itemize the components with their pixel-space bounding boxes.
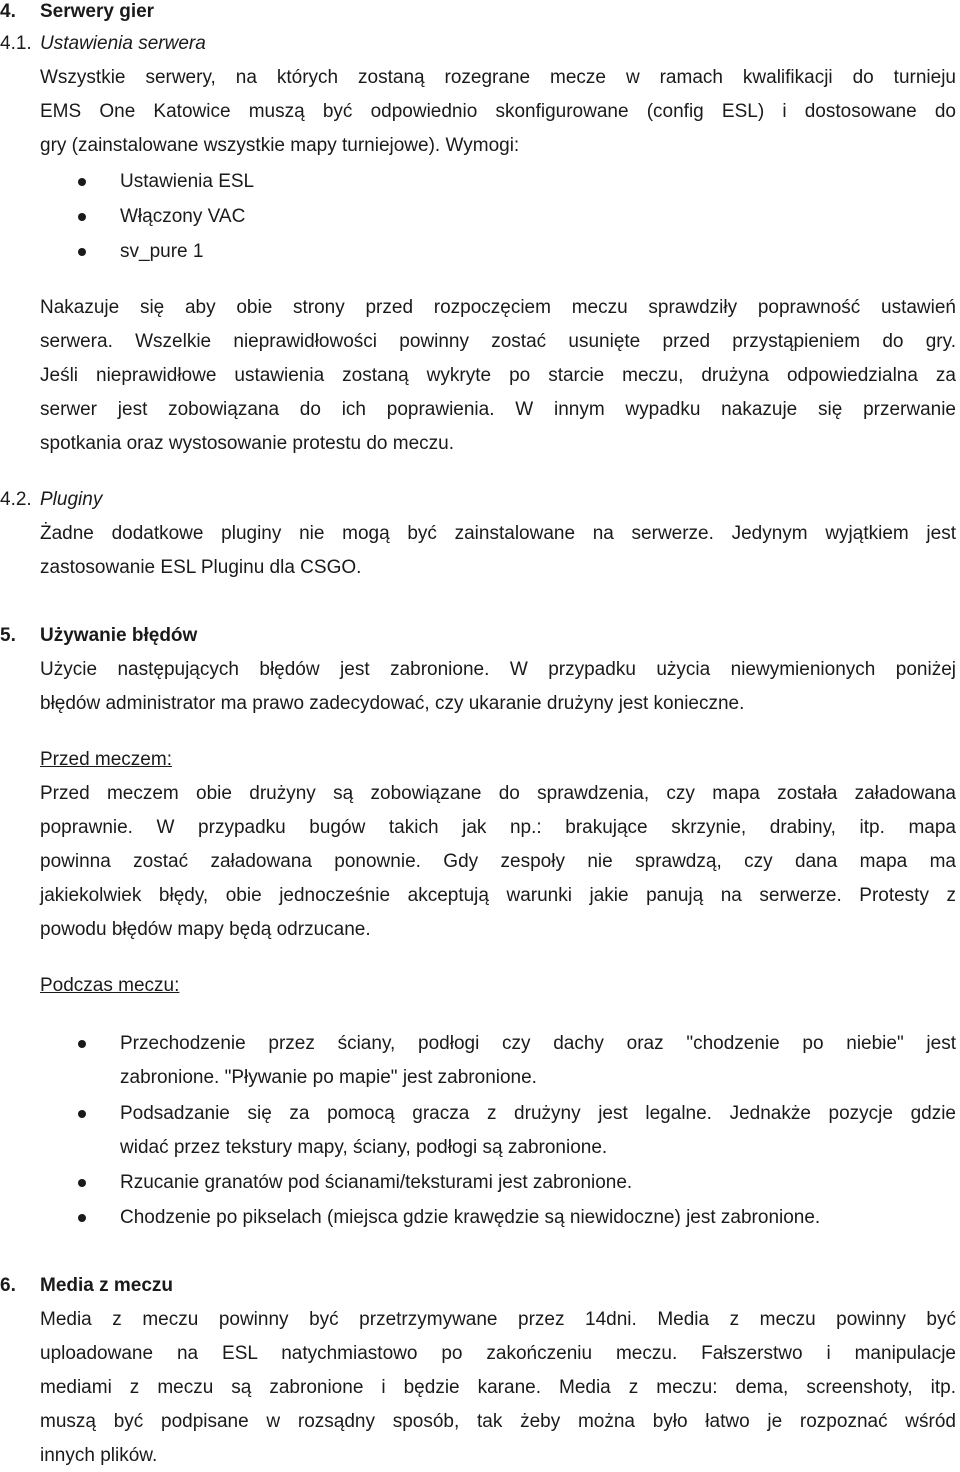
list-item: Podsadzanie się za pomocą gracza z drużyny jest legalne. Jednakże pozycje gdzie	[120, 1103, 956, 1124]
paragraph-line: Wszystkie serwery, na których zostaną rozegrane mecze w ramach kwalifikacji do turnieju	[40, 67, 956, 88]
paragraph-line: Nakazuje się aby obie strony przed rozpoczęciem meczu sprawdziły poprawność ustawień	[40, 297, 956, 318]
bullet-icon	[78, 1179, 86, 1187]
bullet-icon	[78, 1040, 86, 1048]
paragraph-line: Jeśli nieprawidłowe ustawienia zostaną wykryte po starcie meczu, drużyna odpowiedzialna za	[40, 365, 956, 386]
paragraph-line: serwera. Wszelkie nieprawidłowości powinny zostać usunięte przed przystąpieniem do gry.	[40, 331, 956, 352]
paragraph-line: EMS One Katowice muszą być odpowiednio skonfigurowane (config ESL) i dostosowane do	[40, 101, 956, 122]
list-item: zabronione. "Pływanie po mapie" jest zabronione.	[120, 1067, 537, 1088]
paragraph-line: Media z meczu powinny być przetrzymywane przez 14dni. Media z meczu powinny być	[40, 1309, 956, 1330]
list-item: Rzucanie granatów pod ścianami/teksturami jest zabronione.	[120, 1172, 633, 1193]
bullet-icon	[78, 1110, 86, 1118]
paragraph-line: gry (zainstalowane wszystkie mapy turniejowe). Wymogi:	[40, 135, 520, 156]
paragraph-line: jakiekolwiek błędy, obie jednocześnie akceptują warunki jakie panują na serwerze. Protesty z	[40, 885, 956, 906]
list-item: Przechodzenie przez ściany, podłogi czy dachy oraz "chodzenie po niebie" jest	[120, 1033, 956, 1054]
section-4-1-heading: 4.1. Ustawienia serwera	[0, 33, 206, 54]
paragraph-line: innych plików.	[40, 1445, 158, 1466]
paragraph-line: serwer jest zobowiązana do ich poprawienia. W innym wypadku nakazuje się przerwanie	[40, 399, 956, 420]
paragraph-line: Użycie następujących błędów jest zabronione. W przypadku użycia niewymienionych poniżej	[40, 659, 956, 680]
bullet-icon	[78, 178, 86, 186]
section-4-2-heading: 4.2. Pluginy	[0, 489, 103, 510]
list-item: Ustawienia ESL	[120, 171, 255, 192]
paragraph-line: muszą być podpisane w rozsądny sposób, tak żeby można było łatwo je rozpoznać wśród	[40, 1411, 956, 1432]
paragraph-line: spotkania oraz wystosowanie protestu do meczu.	[40, 433, 454, 454]
before-match-heading: Przed meczem:	[40, 749, 172, 770]
list-item: widać przez tekstury mapy, ściany, podłogi są zabronione.	[120, 1137, 608, 1158]
paragraph-line: uploadowane na ESL natychmiastowo po zakończeniu meczu. Fałszerstwo i manipulacje	[40, 1343, 956, 1364]
section-5-heading: 5. Używanie błędów	[0, 625, 198, 646]
list-item: sv_pure 1	[120, 241, 204, 262]
bullet-icon	[78, 248, 86, 256]
paragraph-line: Żadne dodatkowe pluginy nie mogą być zainstalowane na serwerze. Jedynym wyjątkiem jest	[40, 523, 956, 544]
section-6-heading: 6. Media z meczu	[0, 1275, 174, 1296]
paragraph-line: powinna zostać załadowana ponownie. Gdy zespoły nie sprawdzą, czy dana mapa ma	[40, 851, 956, 872]
paragraph-line: błędów administrator ma prawo zadecydować, czy ukaranie drużyny jest konieczne.	[40, 693, 745, 714]
paragraph-line: Przed meczem obie drużyny są zobowiązane do sprawdzenia, czy mapa została załadowana	[40, 783, 956, 804]
paragraph-line: zastosowanie ESL Pluginu dla CSGO.	[40, 557, 362, 578]
list-item: Włączony VAC	[120, 206, 246, 227]
paragraph-line: mediami z meczu są zabronione i będzie karane. Media z meczu: dema, screenshoty, itp.	[40, 1377, 956, 1398]
list-item: Chodzenie po pikselach (miejsca gdzie krawędzie są niewidoczne) jest zabronione.	[120, 1207, 821, 1228]
paragraph-line: powodu błędów mapy będą odrzucane.	[40, 919, 371, 940]
paragraph-line: poprawnie. W przypadku bugów takich jak np.: brakujące skrzynie, drabiny, itp. mapa	[40, 817, 956, 838]
section-4-heading: 4. Serwery gier	[0, 1, 155, 22]
during-match-heading: Podczas meczu:	[40, 975, 180, 996]
bullet-icon	[78, 213, 86, 221]
bullet-icon	[78, 1214, 86, 1222]
